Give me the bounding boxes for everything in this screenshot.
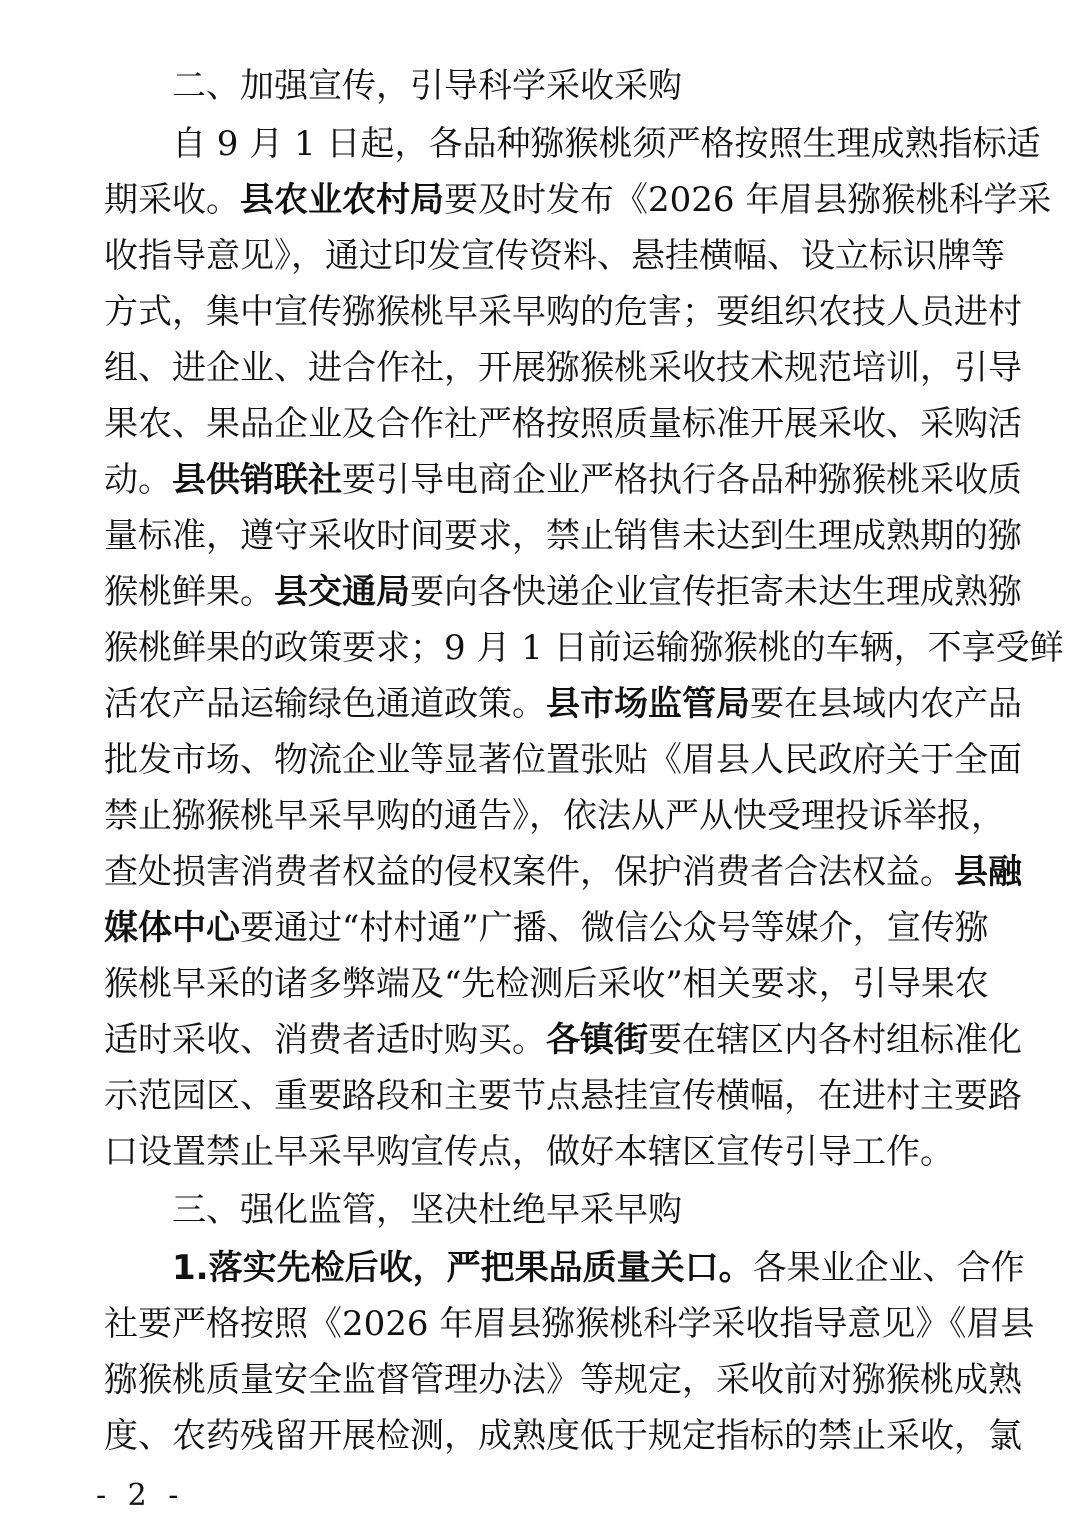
line-text: 要在辖区内各村组标准化 <box>648 1020 1022 1060</box>
line-text: 查处损害消费者权益的侵权案件，保护消费者合法权益。 <box>104 852 954 892</box>
paragraph-line <box>172 1248 1025 1288</box>
line-text: 要及时发布《2026 年眉县猕猴桃科学采 <box>444 180 1052 220</box>
paragraph-line: 果农、果品企业及合作社严格按照质量标准开展采收、采购活 <box>104 404 1022 444</box>
bold-agency: 县市场监管局 <box>546 684 750 724</box>
line-text: 要通过“村村通”广播、微信公众号等媒介，宣传猕 <box>240 908 989 948</box>
paragraph-line: 度、农药残留开展检测，成熟度低于规定指标的禁止采收，氯 <box>104 1416 1022 1456</box>
paragraph-line <box>104 852 1022 892</box>
bold-agency: 各镇街 <box>546 1020 648 1060</box>
paragraph-line: 猴桃鲜果的政策要求；9 月 1 日前运输猕猴桃的车辆，不享受鲜 <box>104 628 1064 668</box>
line-text: 要向各快递企业宣传拒寄未达生理成熟猕 <box>410 572 1022 612</box>
paragraph-line: 猴桃早采的诸多弊端及“先检测后采收”相关要求，引导果农 <box>104 964 989 1004</box>
line-text: 适时采收、消费者适时购买。 <box>104 1020 546 1060</box>
paragraph-line <box>104 908 989 948</box>
section-heading: 三、强化监管，坚决杜绝早采早购 <box>172 1190 682 1230</box>
line-text: 猴桃鲜果。 <box>104 572 274 612</box>
bold-agency: 媒体中心 <box>104 908 240 948</box>
paragraph-line <box>104 180 1052 220</box>
paragraph-line <box>104 684 1022 724</box>
bold-agency: 县供销联社 <box>172 460 342 500</box>
paragraph-line: 量标准，遵守采收时间要求，禁止销售未达到生理成熟期的猕 <box>104 516 1022 556</box>
line-text: 期采收。 <box>104 180 240 220</box>
paragraph-line: 方式，集中宣传猕猴桃早采早购的危害；要组织农技人员进村 <box>104 292 1022 332</box>
bold-agency: 县融 <box>954 852 1022 892</box>
paragraph-line <box>104 1020 1022 1060</box>
line-text: 动。 <box>104 460 172 500</box>
line-text: 各果业企业、合作 <box>752 1248 1025 1288</box>
paragraph-line <box>104 460 1022 500</box>
line-text: 要在县域内农产品 <box>750 684 1022 724</box>
bold-subheading: 1.落实先检后收，严把果品质量关口。 <box>172 1248 753 1288</box>
paragraph-line: 收指导意见》，通过印发宣传资料、悬挂横幅、设立标识牌等 <box>104 236 1005 276</box>
line-text: 活农产品运输绿色通道政策。 <box>104 684 546 724</box>
paragraph-line: 示范园区、重要路段和主要节点悬挂宣传横幅，在进村主要路 <box>104 1076 1022 1116</box>
paragraph-line: 组、进企业、进合作社，开展猕猴桃采收技术规范培训，引导 <box>104 348 1022 388</box>
paragraph-line: 自 9 月 1 日起，各品种猕猴桃须严格按照生理成熟指标适 <box>172 124 1041 164</box>
paragraph-line <box>104 572 1022 612</box>
paragraph-line: 批发市场、物流企业等显著位置张贴《眉县人民政府关于全面 <box>104 740 1022 780</box>
bold-agency: 县农业农村局 <box>240 180 444 220</box>
line-text: 要引导电商企业严格执行各品种猕猴桃采收质 <box>342 460 1022 500</box>
paragraph-line: 口设置禁止早采早购宣传点，做好本辖区宣传引导工作。 <box>104 1132 954 1172</box>
paragraph-line: 社要严格按照《2026 年眉县猕猴桃科学采收指导意见》《眉县 <box>104 1304 1035 1344</box>
paragraph-line: 禁止猕猴桃早采早购的通告》，依法从严从快受理投诉举报， <box>104 796 1005 836</box>
paragraph-line: 猕猴桃质量安全监督管理办法》等规定，采收前对猕猴桃成熟 <box>104 1360 1022 1400</box>
section-heading: 二、加强宣传，引导科学采收采购 <box>172 66 682 106</box>
page-number: - 2 - <box>96 1478 185 1513</box>
bold-agency: 县交通局 <box>274 572 410 612</box>
